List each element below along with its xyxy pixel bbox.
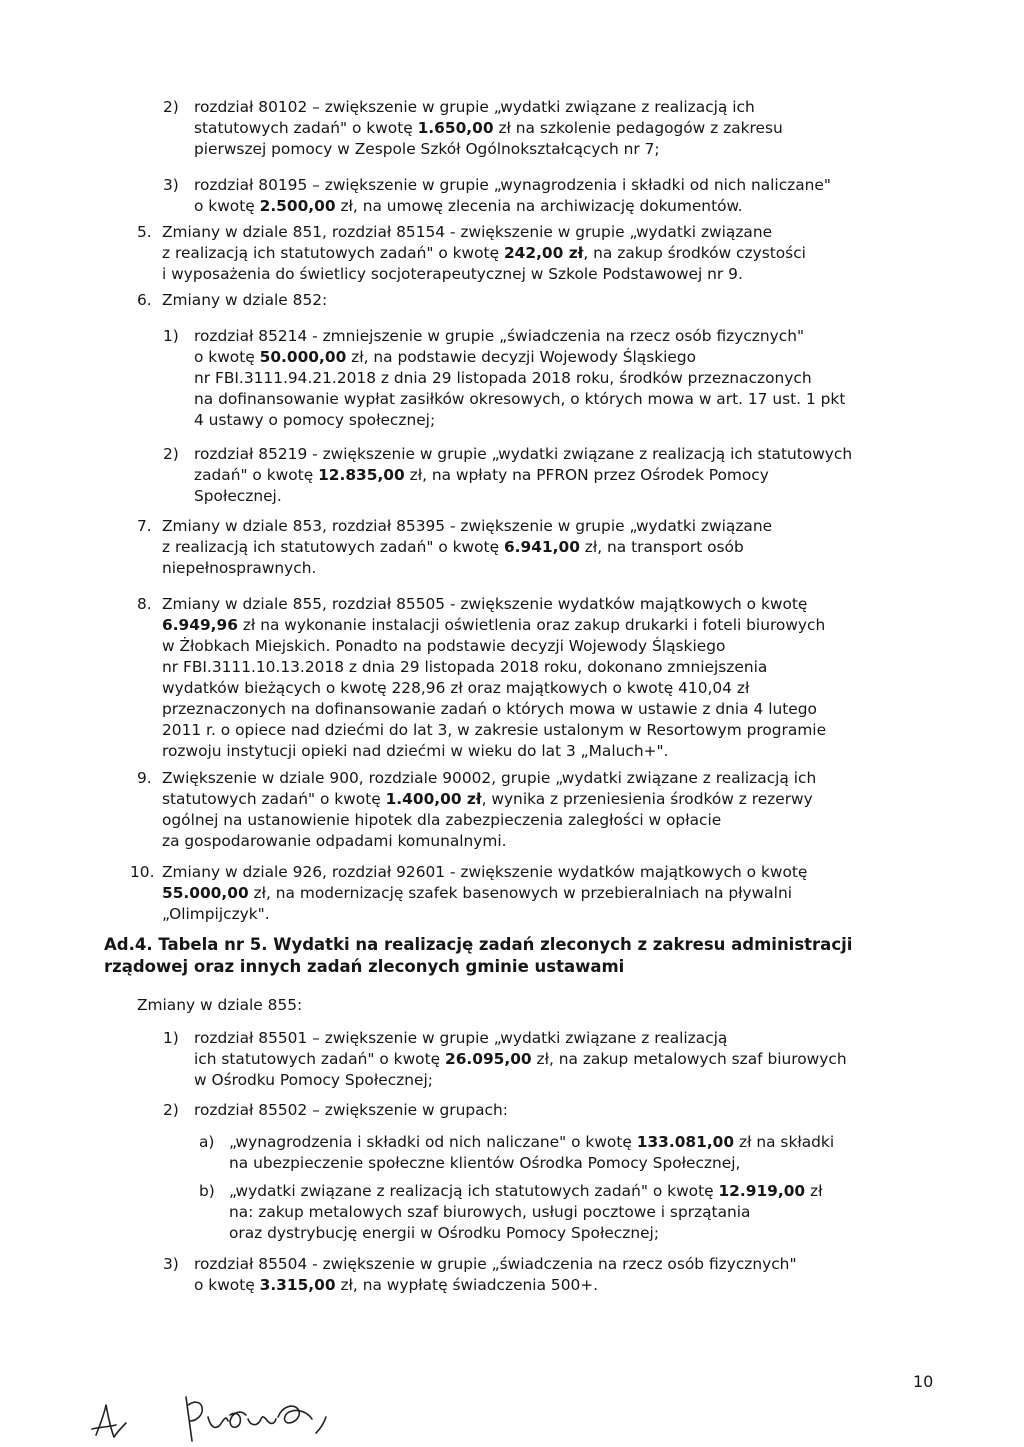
text-line: pierwszej pomocy w Zespole Szkół Ogólnokształcących nr 7; <box>194 140 660 158</box>
amount: 2.500,00 <box>259 197 336 215</box>
heading-line: Ad.4. Tabela nr 5. Wydatki na realizację zadań zleconych z zakresu administracji <box>104 935 853 954</box>
text-line: ich statutowych zadań" o kwotę 26.095,00 zł, na zakup metalowych szaf biurowych <box>194 1050 847 1068</box>
list-marker: 2) <box>163 445 179 463</box>
amount: 1.650,00 <box>417 119 494 137</box>
amount: 12.835,00 <box>318 466 405 484</box>
text-line: przeznaczonych na dofinansowanie zadań o których mowa w ustawie z dnia 4 lutego <box>162 700 817 718</box>
text-line: na dofinansowanie wypłat zasiłków okresowych, o których mowa w art. 17 ust. 1 pkt <box>194 390 846 408</box>
text-line: „wynagrodzenia i składki od nich naliczane" o kwotę 133.081,00 zł na składki <box>229 1133 835 1151</box>
text-line: o kwotę 50.000,00 zł, na podstawie decyzji Wojewody Śląskiego <box>194 348 697 366</box>
text-line: nr FBI.3111.10.13.2018 z dnia 29 listopada 2018 roku, dokonano zmniejszenia <box>162 658 768 676</box>
section-6-title: Zmiany w dziale 852: <box>162 291 328 309</box>
text-line: rozdział 80195 – zwiększenie w grupie „wynagrodzenia i składki od nich naliczane" <box>194 176 831 194</box>
text-line: Zmiany w dziale 855, rozdział 85505 - zwiększenie wydatków majątkowych o kwotę <box>162 595 808 613</box>
text-line: 55.000,00 zł, na modernizację szafek basenowych w przebieralniach na pływalni <box>162 884 792 902</box>
amount: 133.081,00 <box>636 1133 735 1151</box>
text-line: niepełnosprawnych. <box>162 559 317 577</box>
list-marker: 3) <box>163 1255 179 1273</box>
amount: 12.919,00 <box>718 1182 806 1200</box>
amount: 50.000,00 <box>259 348 347 366</box>
text-line: w Ośrodku Pomocy Społecznej; <box>194 1071 433 1089</box>
amount: 6.949,96 <box>162 616 238 634</box>
list-item-85504 <box>194 1254 928 1296</box>
section-7 <box>162 516 928 579</box>
text-line: 2011 r. o opiece nad dziećmi do lat 3, w zakresie ustalonym w Resortowym programie <box>162 721 827 739</box>
text-line: „Olimpijczyk". <box>162 905 270 923</box>
text-line: rozdział 80102 – zwiększenie w grupie „wydatki związane z realizacją ich <box>194 98 755 116</box>
text-line: z realizacją ich statutowych zadań" o kwotę 6.941,00 zł, na transport osób <box>162 538 744 556</box>
section-marker: 8. <box>137 595 152 613</box>
text-line: Zwiększenie w dziale 900, rozdziale 90002, grupie „wydatki związane z realizacją ich <box>162 769 817 787</box>
text-line: rozdział 85214 - zmniejszenie w grupie „świadczenia na rzecz osób fizycznych" <box>194 327 805 345</box>
text-line: oraz dystrybucję energii w Ośrodku Pomocy Społecznej; <box>229 1224 660 1242</box>
text-line: rozdział 85501 – zwiększenie w grupie „wydatki związane z realizacją <box>194 1029 728 1047</box>
text-line: o kwotę 2.500,00 zł, na umowę zlecenia na archiwizację dokumentów. <box>194 197 743 215</box>
sub-item-a <box>229 1132 928 1174</box>
section-marker: 7. <box>137 517 152 535</box>
list-item-85214 <box>194 326 928 431</box>
list-item-80102 <box>194 97 928 160</box>
list-item-85502: rozdział 85502 – zwiększenie w grupach: <box>194 1101 508 1119</box>
page-number: 10 <box>913 1372 934 1391</box>
text-line: Zmiany w dziale 853, rozdział 85395 - zwiększenie w grupie „wydatki związane <box>162 517 773 535</box>
text-line: i wyposażenia do świetlicy socjoterapeutycznej w Szkole Podstawowej nr 9. <box>162 265 743 283</box>
text-line: Zmiany w dziale 926, rozdział 92601 - zwiększenie wydatków majątkowych o kwotę <box>162 863 808 881</box>
heading-line: rządowej oraz innych zadań zleconych gminie ustawami <box>104 957 625 976</box>
text-line: na: zakup metalowych szaf biurowych, usługi pocztowe i sprzątania <box>229 1203 751 1221</box>
amount: 1.400,00 zł <box>385 790 482 808</box>
section-marker: 5. <box>137 223 152 241</box>
list-marker: a) <box>199 1133 215 1151</box>
text-line: Zmiany w dziale 851, rozdział 85154 - zwiększenie w grupie „wydatki związane <box>162 223 773 241</box>
amount: 6.941,00 <box>503 538 580 556</box>
text-line: ogólnej na ustanowienie hipotek dla zabezpieczenia zaległości w opłacie <box>162 811 722 829</box>
section-marker: 9. <box>137 769 152 787</box>
handwritten-signature <box>90 1345 350 1445</box>
section-heading-ad4 <box>104 934 928 978</box>
text-line: o kwotę 3.315,00 zł, na wypłatę świadczenia 500+. <box>194 1276 599 1294</box>
section-10 <box>162 862 928 925</box>
section-marker: 10. <box>130 863 155 881</box>
text-line: Społecznej. <box>194 487 282 505</box>
text-line: 6.949,96 zł na wykonanie instalacji oświetlenia oraz zakup drukarki i foteli biurowych <box>162 616 826 634</box>
sub-item-b <box>229 1181 928 1244</box>
section-9 <box>162 768 928 852</box>
text-line: rozwoju instytucji opieki nad dziećmi w wieku do lat 3 „Maluch+". <box>162 742 669 760</box>
section-marker: 6. <box>137 291 152 309</box>
text-line: z realizacją ich statutowych zadań" o kwotę 242,00 zł, na zakup środków czystości <box>162 244 806 262</box>
section-5 <box>162 222 928 285</box>
amount: 26.095,00 <box>444 1050 532 1068</box>
list-marker: b) <box>199 1182 215 1200</box>
list-marker: 3) <box>163 176 179 194</box>
text-line: statutowych zadań" o kwotę 1.650,00 zł na szkolenie pedagogów z zakresu <box>194 119 783 137</box>
list-item-85501 <box>194 1028 928 1091</box>
text-line: nr FBI.3111.94.21.2018 z dnia 29 listopada 2018 roku, środków przeznaczonych <box>194 369 812 387</box>
text-line: 4 ustawy o pomocy społecznej; <box>194 411 436 429</box>
amount: 55.000,00 <box>162 884 249 902</box>
text-line: za gospodarowanie odpadami komunalnymi. <box>162 832 507 850</box>
text-line: na ubezpieczenie społeczne klientów Ośrodka Pomocy Społecznej, <box>229 1154 741 1172</box>
list-marker: 2) <box>163 98 179 116</box>
list-marker: 1) <box>163 1029 179 1047</box>
list-item-80195 <box>194 175 928 217</box>
text-line: „wydatki związane z realizacją ich statutowych zadań" o kwotę 12.919,00 zł <box>229 1182 823 1200</box>
amount: 242,00 zł <box>503 244 584 262</box>
list-marker: 1) <box>163 327 179 345</box>
text-line: zadań" o kwotę 12.835,00 zł, na wpłaty na PFRON przez Ośrodek Pomocy <box>194 466 769 484</box>
text-line: wydatków bieżących o kwotę 228,96 zł oraz majątkowych o kwotę 410,04 zł <box>162 679 750 697</box>
text-line: rozdział 85219 - zwiększenie w grupie „wydatki związane z realizacją ich statutowych <box>194 445 853 463</box>
text-line: w Żłobkach Miejskich. Ponadto na podstawie decyzji Wojewody Śląskiego <box>162 637 726 655</box>
intro-line: Zmiany w dziale 855: <box>137 996 303 1014</box>
text-line: rozdział 85504 - zwiększenie w grupie „świadczenia na rzecz osób fizycznych" <box>194 1255 797 1273</box>
amount: 3.315,00 <box>259 1276 336 1294</box>
text-line: statutowych zadań" o kwotę 1.400,00 zł, wynika z przeniesienia środków z rezerwy <box>162 790 813 808</box>
list-marker: 2) <box>163 1101 179 1119</box>
section-8 <box>162 594 928 762</box>
list-item-85219 <box>194 444 928 507</box>
